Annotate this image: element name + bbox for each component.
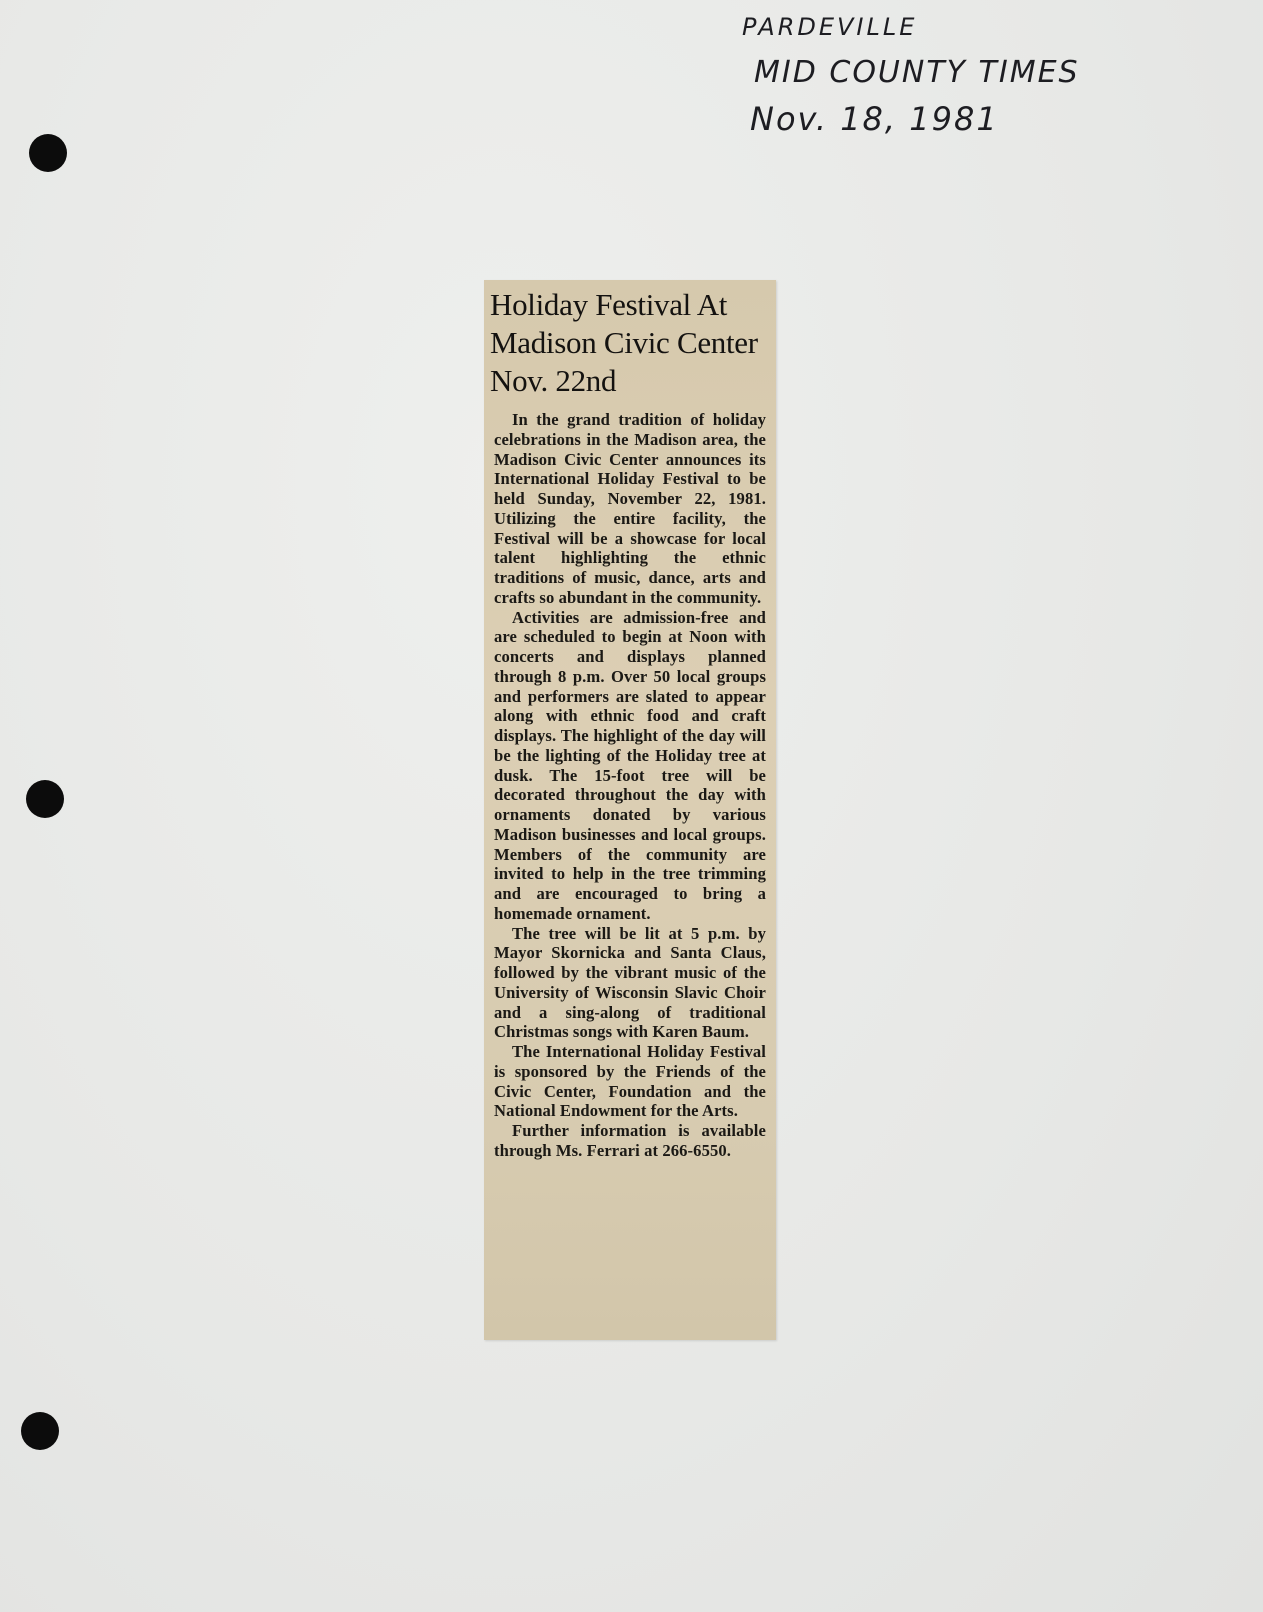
article-headline: Holiday Festival At Madison Civic Center Nov. 22nd — [490, 287, 758, 398]
article-paragraph-2: Activities are admission-free and are scheduled to begin at Noon with concerts and displays planned through 8 p.m. Over 50 local groups and performers are slated to appear along with ethnic food and craft displays. The highlight of the day will be the lighting of the Holiday tree at dusk. The 15-foot tree will be decorated throughout the day with ornaments donated by various Madison businesses and local groups. Members of the community are invited to help in the tree trimming and are encouraged to bring a homemade ornament. — [494, 607, 766, 923]
annotation-newspaper: MID COUNTY TIMES — [754, 55, 1080, 90]
binder-hole-top — [29, 134, 67, 172]
article-body — [494, 410, 766, 1161]
article-paragraph-5: Further information is available through Ms. Ferrari at 266-6550. — [494, 1121, 766, 1160]
annotation-date: Nov. 18, 1981 — [750, 100, 999, 138]
binder-hole-middle — [26, 780, 64, 818]
article-paragraph-1: In the grand tradition of holiday celebrations in the Madison area, the Madison Civic Center announces its International Holiday Festival to be held Sunday, November 22, 1981. Utilizing the entire facility, the Festival will be a showcase for local talent highlighting the ethnic traditions of music, dance, arts and crafts so abundant in the community. — [494, 410, 766, 607]
article-paragraph-4: The International Holiday Festival is sponsored by the Friends of the Civic Center, Foundation and the National Endowment for the Arts. — [494, 1042, 766, 1121]
article-paragraph-3: The tree will be lit at 5 p.m. by Mayor Skornicka and Santa Claus, followed by the vibrant music of the University of Wisconsin Slavic Choir and a sing-along of traditional Christmas songs with Karen Baum. — [494, 923, 766, 1042]
annotation-town: PARDEVILLE — [742, 13, 918, 41]
binder-hole-bottom — [21, 1412, 59, 1450]
newspaper-clipping — [484, 280, 776, 1340]
handwritten-annotation — [740, 4, 1120, 142]
